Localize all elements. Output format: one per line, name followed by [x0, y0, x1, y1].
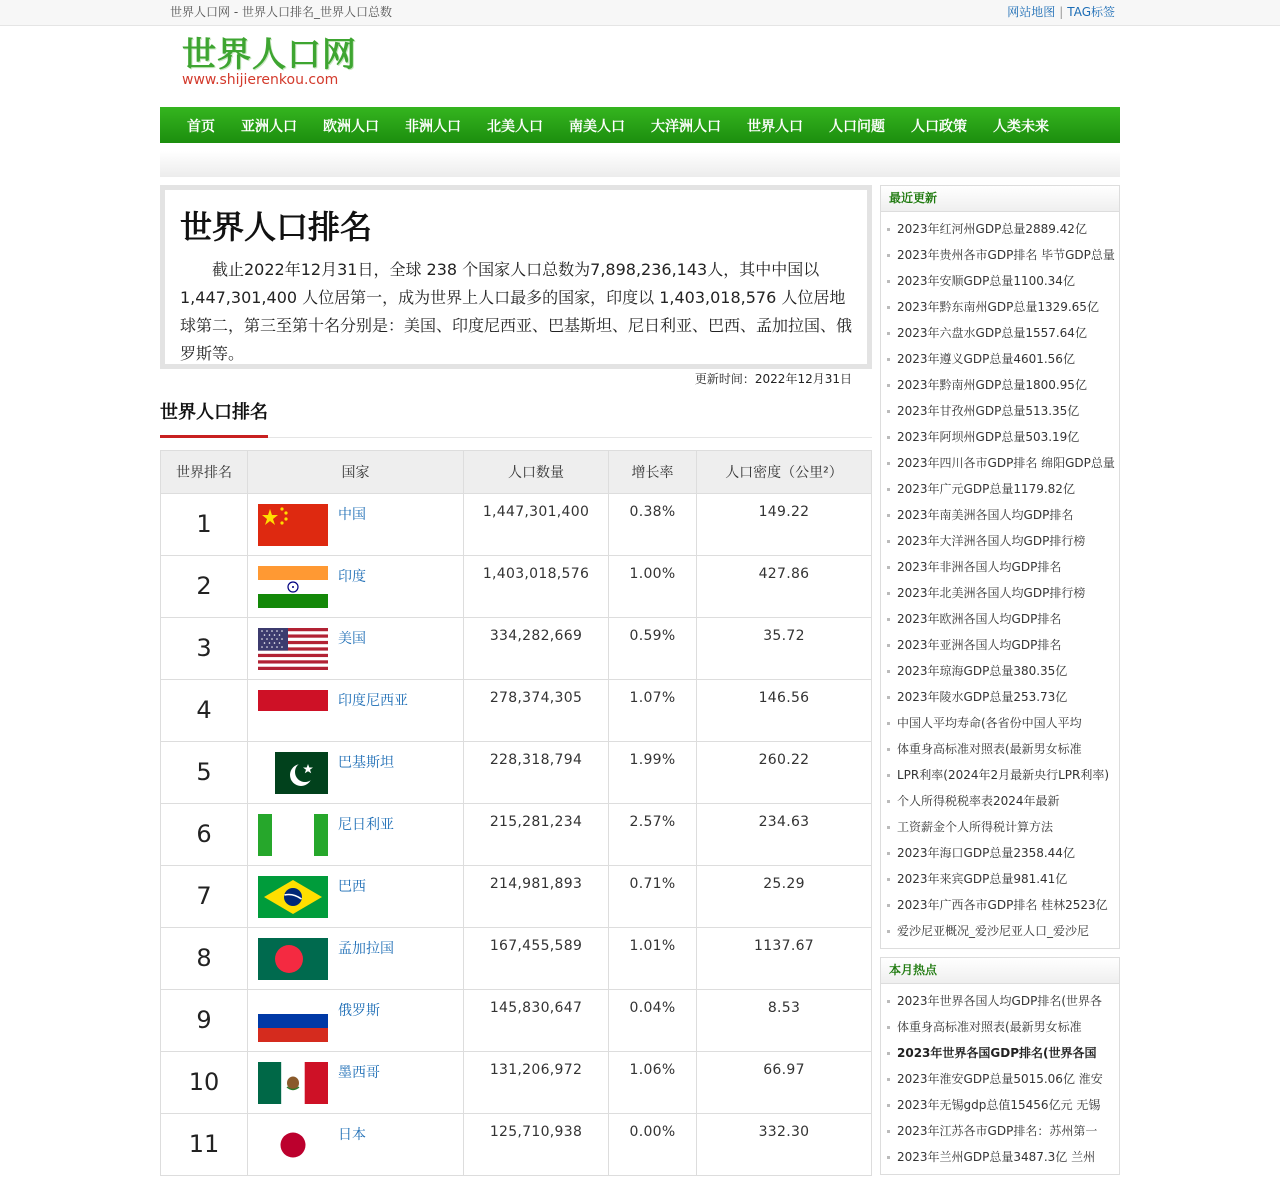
rank-cell: 7 [161, 866, 248, 928]
recent-article-link[interactable]: 2023年陵水GDP总量253.73亿 [881, 684, 1119, 710]
table-row [161, 928, 872, 990]
mx-flag-icon[interactable] [258, 1062, 328, 1104]
recent-article-link[interactable]: 工资薪金个人所得税计算方法 [881, 814, 1119, 840]
hot-article-link[interactable]: 体重身高标准对照表(最新男女标准 [881, 1014, 1119, 1040]
recent-article-link[interactable]: 2023年琼海GDP总量380.35亿 [881, 658, 1119, 684]
rank-cell: 8 [161, 928, 248, 990]
country-link[interactable]: 尼日利亚 [338, 817, 394, 833]
hot-article-link[interactable]: 2023年淮安GDP总量5015.06亿 淮安 [881, 1066, 1119, 1092]
rank-cell: 4 [161, 680, 248, 742]
recent-article-link[interactable]: 2023年广元GDP总量1179.82亿 [881, 476, 1119, 502]
table-row [161, 494, 872, 556]
density-cell: 35.72 [697, 618, 872, 680]
growth-cell: 2.57% [609, 804, 697, 866]
country-cell [248, 618, 464, 680]
density-cell: 149.22 [697, 494, 872, 556]
population-cell: 215,281,234 [464, 804, 609, 866]
rank-cell: 11 [161, 1114, 248, 1176]
density-cell: 146.56 [697, 680, 872, 742]
density-cell: 332.30 [697, 1114, 872, 1176]
nav-item[interactable]: 人类未来 [993, 119, 1049, 135]
nav-item[interactable]: 南美人口 [569, 119, 625, 135]
nav-item[interactable]: 非洲人口 [405, 119, 461, 135]
nav-item[interactable]: 欧洲人口 [323, 119, 379, 135]
population-cell: 125,710,938 [464, 1114, 609, 1176]
table-row [161, 866, 872, 928]
hot-article-link[interactable]: 2023年江苏各市GDP排名：苏州第一 [881, 1118, 1119, 1144]
site-logo[interactable] [182, 36, 362, 96]
density-cell: 8.53 [697, 990, 872, 1052]
br-flag-icon[interactable] [258, 876, 328, 918]
sidebar [880, 185, 1120, 1183]
update-time: 更新时间：2022年12月31日 [694, 372, 852, 386]
population-cell: 145,830,647 [464, 990, 609, 1052]
recent-article-link[interactable]: 2023年安顺GDP总量1100.34亿 [881, 268, 1119, 294]
pk-flag-icon[interactable] [258, 752, 328, 794]
top-bar [0, 0, 1280, 26]
breadcrumb: 世界人口网 - 世界人口排名_世界人口总数 [170, 5, 392, 19]
recent-article-link[interactable]: 2023年甘孜州GDP总量513.35亿 [881, 398, 1119, 424]
table-row [161, 618, 872, 680]
country-link[interactable]: 俄罗斯 [338, 1003, 380, 1019]
nav-item[interactable]: 人口问题 [829, 119, 885, 135]
table-row [161, 556, 872, 618]
recent-article-link[interactable]: 2023年来宾GDP总量981.41亿 [881, 866, 1119, 892]
hot-article-link[interactable]: 2023年世界各国人均GDP排名(世界各 [881, 988, 1119, 1014]
country-cell [248, 556, 464, 618]
recent-article-link[interactable]: 个人所得税税率表2024年最新 [881, 788, 1119, 814]
monthly-hot-box [880, 957, 1120, 1175]
recent-article-link[interactable]: 2023年广西各市GDP排名 桂林2523亿 [881, 892, 1119, 918]
country-link[interactable]: 印度尼西亚 [338, 693, 408, 709]
table-row [161, 680, 872, 742]
table-row [161, 1052, 872, 1114]
recent-article-link[interactable]: 体重身高标准对照表(最新男女标准 [881, 736, 1119, 762]
recent-article-link[interactable]: 2023年南美洲各国人均GDP排名 [881, 502, 1119, 528]
recent-article-link[interactable]: 2023年黔南州GDP总量1800.95亿 [881, 372, 1119, 398]
rank-cell: 1 [161, 494, 248, 556]
recent-article-link[interactable]: 2023年黔东南州GDP总量1329.65亿 [881, 294, 1119, 320]
rank-cell: 6 [161, 804, 248, 866]
density-cell: 260.22 [697, 742, 872, 804]
ranking-table [160, 450, 872, 1176]
hot-article-link[interactable]: 2023年无锡gdp总值15456亿元 无锡 [881, 1092, 1119, 1118]
sub-bar [160, 151, 1120, 177]
recent-article-link[interactable]: 2023年四川各市GDP排名 绵阳GDP总量 [881, 450, 1119, 476]
country-cell [248, 1052, 464, 1114]
population-cell: 334,282,669 [464, 618, 609, 680]
growth-cell: 1.00% [609, 556, 697, 618]
table-header-row [161, 451, 872, 494]
population-cell: 1,403,018,576 [464, 556, 609, 618]
recent-article-link[interactable]: 2023年欧洲各国人均GDP排名 [881, 606, 1119, 632]
hot-title: 本月热点 [881, 958, 1119, 984]
header [160, 26, 1120, 107]
tag-link[interactable]: TAG标签 [1067, 5, 1115, 19]
growth-cell: 0.59% [609, 618, 697, 680]
main-content [160, 185, 872, 1176]
country-link[interactable]: 巴西 [338, 879, 366, 895]
country-link[interactable]: 中国 [338, 507, 366, 523]
recent-article-link[interactable]: 2023年贵州各市GDP排名 毕节GDP总量 [881, 242, 1119, 268]
nav-item[interactable]: 亚洲人口 [241, 119, 297, 135]
recent-article-link[interactable]: 中国人平均寿命(各省份中国人平均 [881, 710, 1119, 736]
recent-article-link[interactable]: 2023年大洋洲各国人均GDP排行榜 [881, 528, 1119, 554]
recent-article-link[interactable]: 2023年阿坝州GDP总量503.19亿 [881, 424, 1119, 450]
ng-flag-icon[interactable] [258, 814, 328, 856]
hot-article-link[interactable]: 2023年世界各国GDP排名(世界各国 [881, 1040, 1119, 1066]
density-cell: 25.29 [697, 866, 872, 928]
population-cell: 131,206,972 [464, 1052, 609, 1114]
intro-text: 截止2022年12月31日，全球 238 个国家人口总数为7,898,236,143人，其中中国以 1,447,301,400 人位居第一，成为世界上人口最多的国家，印度以 1,403,018,576 人位居地球第二，第三至第十名分别是：美国、印度尼西亚、巴基斯坦、尼日利亚、巴西、孟加拉国、俄罗斯等。 [180, 260, 853, 363]
growth-cell: 0.04% [609, 990, 697, 1052]
country-cell [248, 680, 464, 742]
col-rank: 世界排名 [161, 451, 248, 494]
population-cell: 214,981,893 [464, 866, 609, 928]
in-flag-icon[interactable] [258, 566, 328, 608]
recent-article-link[interactable]: 2023年六盘水GDP总量1557.64亿 [881, 320, 1119, 346]
page-title: 世界人口排名 [180, 208, 373, 246]
main-nav [160, 107, 1120, 143]
col-density: 人口密度（公里²） [697, 451, 872, 494]
logo-title: 世界人口网 [182, 35, 357, 75]
recent-article-link[interactable]: LPR利率(2024年2月最新央行LPR利率) [881, 762, 1119, 788]
density-cell: 1137.67 [697, 928, 872, 990]
population-cell: 228,318,794 [464, 742, 609, 804]
recent-article-link[interactable]: 2023年海口GDP总量2358.44亿 [881, 840, 1119, 866]
density-cell: 66.97 [697, 1052, 872, 1114]
table-row [161, 990, 872, 1052]
country-cell [248, 1114, 464, 1176]
growth-cell: 1.07% [609, 680, 697, 742]
table-row [161, 804, 872, 866]
rank-cell: 5 [161, 742, 248, 804]
nav-item[interactable]: 首页 [187, 119, 215, 135]
country-cell [248, 804, 464, 866]
country-cell [248, 742, 464, 804]
rank-cell: 3 [161, 618, 248, 680]
nav-item[interactable]: 北美人口 [487, 119, 543, 135]
jp-flag-icon[interactable] [258, 1124, 328, 1166]
recent-article-link[interactable]: 2023年北美洲各国人均GDP排行榜 [881, 580, 1119, 606]
us-flag-icon[interactable] [258, 628, 328, 670]
logo-url: www.shijierenkou.com [182, 72, 339, 88]
recent-title: 最近更新 [881, 186, 1119, 212]
table-row [161, 742, 872, 804]
section-title: 世界人口排名 [160, 391, 268, 438]
link-separator: | [1059, 5, 1064, 19]
population-cell: 167,455,589 [464, 928, 609, 990]
recent-article-link[interactable]: 2023年遵义GDP总量4601.56亿 [881, 346, 1119, 372]
nav-item[interactable]: 世界人口 [747, 119, 803, 135]
country-cell [248, 990, 464, 1052]
country-link[interactable]: 美国 [338, 631, 366, 647]
cn-flag-icon[interactable] [258, 504, 328, 546]
col-population: 人口数量 [464, 451, 609, 494]
col-country: 国家 [248, 451, 464, 494]
table-row [161, 1114, 872, 1176]
country-link[interactable]: 孟加拉国 [338, 941, 394, 957]
growth-cell: 1.01% [609, 928, 697, 990]
density-cell: 427.86 [697, 556, 872, 618]
nav-item[interactable]: 大洋洲人口 [651, 119, 721, 135]
rank-cell: 2 [161, 556, 248, 618]
intro-box [160, 185, 872, 386]
country-cell [248, 866, 464, 928]
section-heading [160, 391, 872, 438]
growth-cell: 1.99% [609, 742, 697, 804]
country-link[interactable]: 墨西哥 [338, 1065, 380, 1081]
recent-article-link[interactable]: 2023年红河州GDP总量2889.42亿 [881, 216, 1119, 242]
bd-flag-icon[interactable] [258, 938, 328, 980]
country-cell [248, 928, 464, 990]
growth-cell: 0.38% [609, 494, 697, 556]
population-cell: 278,374,305 [464, 680, 609, 742]
growth-cell: 0.00% [609, 1114, 697, 1176]
col-growth: 增长率 [609, 451, 697, 494]
country-link[interactable]: 日本 [338, 1127, 366, 1143]
rank-cell: 9 [161, 990, 248, 1052]
recent-article-link[interactable]: 爱沙尼亚概况_爱沙尼亚人口_爱沙尼 [881, 918, 1119, 944]
growth-cell: 0.71% [609, 866, 697, 928]
recent-updates-box [880, 185, 1120, 949]
rank-cell: 10 [161, 1052, 248, 1114]
country-link[interactable]: 巴基斯坦 [338, 755, 394, 771]
nav-item[interactable]: 人口政策 [911, 119, 967, 135]
id-flag-icon[interactable] [258, 690, 328, 732]
sitemap-link[interactable]: 网站地图 [1007, 5, 1056, 19]
country-cell [248, 494, 464, 556]
density-cell: 234.63 [697, 804, 872, 866]
growth-cell: 1.06% [609, 1052, 697, 1114]
recent-article-link[interactable]: 2023年非洲各国人均GDP排名 [881, 554, 1119, 580]
ru-flag-icon[interactable] [258, 1000, 328, 1042]
top-links [1007, 0, 1115, 25]
country-link[interactable]: 印度 [338, 569, 366, 585]
hot-article-link[interactable]: 2023年兰州GDP总量3487.3亿 兰州 [881, 1144, 1119, 1170]
population-cell: 1,447,301,400 [464, 494, 609, 556]
recent-article-link[interactable]: 2023年亚洲各国人均GDP排名 [881, 632, 1119, 658]
